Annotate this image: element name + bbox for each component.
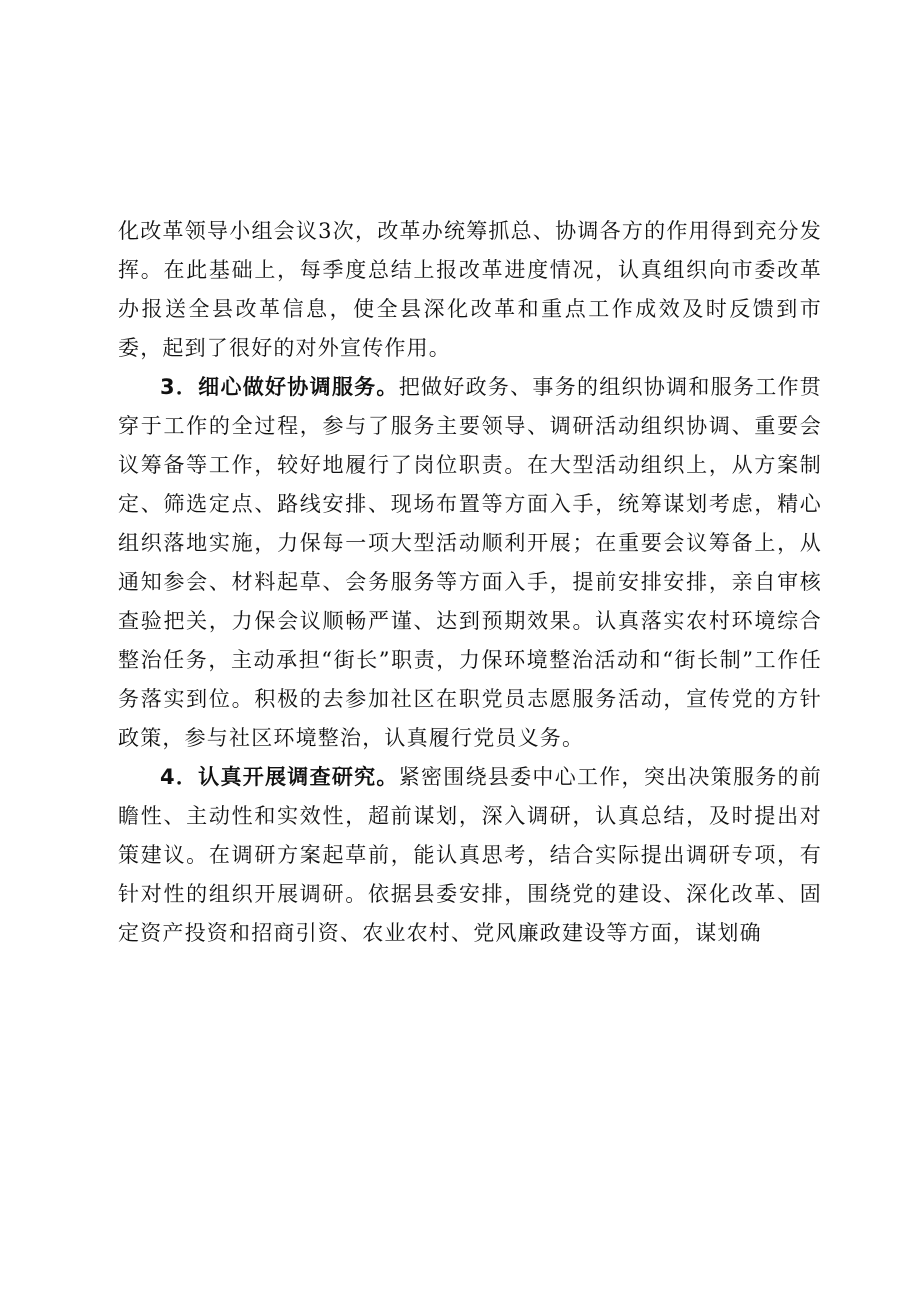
paragraph-research xyxy=(118,758,822,953)
paragraph-text: 化改革领导小组会议3次，改革办统筹抓总、协调各方的作用得到充分发挥。在此基础上，每季度总结上报改革进度情况，认真组织向市委改革办报送全县改革信息，使全县深化改革和重点工作成效及时反馈到市委，起到了很好的对外宣传作用。 xyxy=(118,219,822,360)
paragraph-continuation xyxy=(118,212,822,368)
paragraph-heading: 3．细心做好协调服务。 xyxy=(160,375,399,399)
paragraph-coordination-service xyxy=(118,368,822,758)
paragraph-text: 紧密围绕县委中心工作，突出决策服务的前瞻性、主动性和实效性，超前谋划，深入调研，认真总结，及时提出对策建议。在调研方案起草前，能认真思考，结合实际提出调研专项，有针对性的组织开展调研。依据县委安排，围绕党的建设、深化改革、固定资产投资和招商引资、农业农村、党风廉政建设等方面，谋划确 xyxy=(118,765,822,945)
paragraph-text: 把做好政务、事务的组织协调和服务工作贯穿于工作的全过程，参与了服务主要领导、调研活动组织协调、重要会议筹备等工作，较好地履行了岗位职责。在大型活动组织上，从方案制定、筛选定点、路线安排、现场布置等方面入手，统筹谋划考虑，精心组织落地实施，力保每一项大型活动顺利开展；在重要会议筹备上，从通知参会、材料起草、会务服务等方面入手，提前安排安排，亲自审核查验把关，力保会议顺畅严谨、达到预期效果。认真落实农村环境综合整治任务，主动承担“街长”职责，力保环境整治活动和“街长制”工作任务落实到位。积极的去参加社区在职党员志愿服务活动，宣传党的方针政策，参与社区环境整治，认真履行党员义务。 xyxy=(118,375,822,750)
paragraph-heading: 4．认真开展调查研究。 xyxy=(160,765,399,789)
document-body xyxy=(118,212,822,953)
